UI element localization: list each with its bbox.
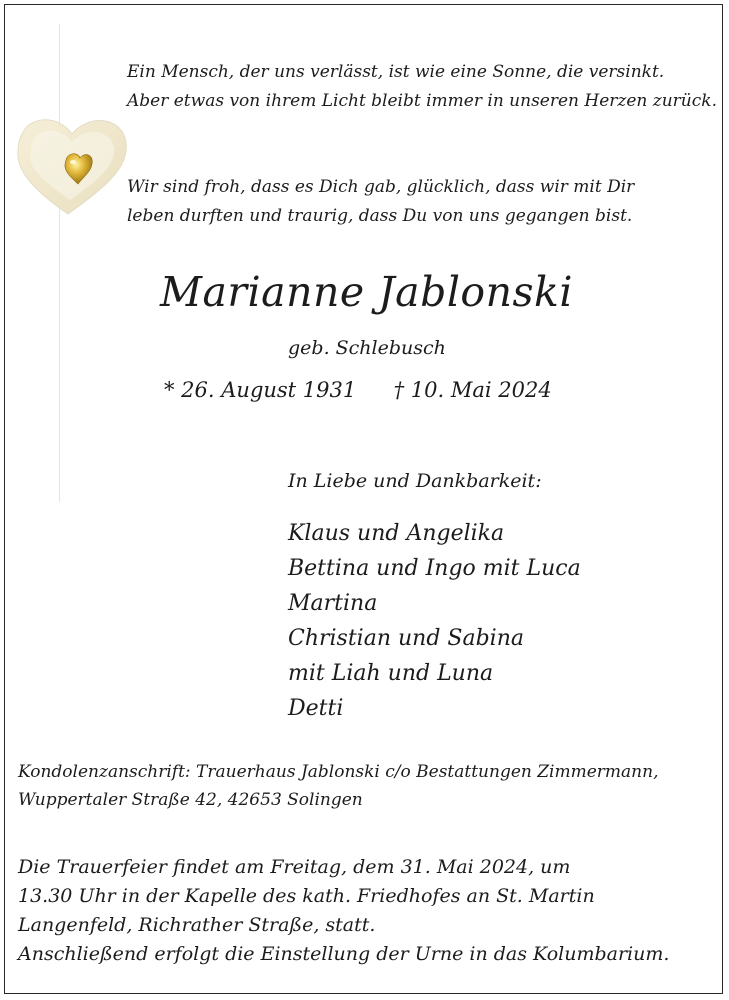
verse-line: Aber etwas von ihrem Licht bleibt immer in unseren Herzen zurück. xyxy=(127,91,717,111)
funeral-line: Die Trauerfeier findet am Freitag, dem 31. Mai 2024, um xyxy=(18,856,571,878)
mourner-entry: Detti xyxy=(288,696,344,721)
address-line: Wuppertaler Straße 42, 42653 Solingen xyxy=(18,790,363,810)
opening-verse xyxy=(127,58,717,116)
gratitude-heading: In Liebe und Dankbarkeit: xyxy=(288,470,542,492)
mourner-entry: Martina xyxy=(288,591,378,616)
decorative-divider xyxy=(59,24,60,502)
mourner-entry: Bettina und Ingo mit Luca xyxy=(288,556,581,581)
birth-date: * 26. August 1931 xyxy=(164,378,357,402)
mourner-entry: mit Liah und Luna xyxy=(288,661,494,686)
deceased-name: Marianne Jablonski xyxy=(160,268,574,316)
mourner-entry: Klaus und Angelika xyxy=(288,521,505,546)
mourners-list xyxy=(288,516,581,726)
maiden-name: geb. Schlebusch xyxy=(288,337,446,359)
second-verse xyxy=(127,173,634,231)
verse-line: Wir sind froh, dass es Dich gab, glücklich, dass wir mit Dir xyxy=(127,177,635,197)
funeral-info xyxy=(18,853,669,969)
condolence-address xyxy=(18,758,658,814)
address-line: Kondolenzanschrift: Trauerhaus Jablonski c/o Bestattungen Zimmermann, xyxy=(18,762,659,782)
funeral-line: Anschließend erfolgt die Einstellung der Urne in das Kolumbarium. xyxy=(18,943,670,965)
funeral-line: Langenfeld, Richrather Straße, statt. xyxy=(18,914,376,936)
funeral-line: 13.30 Uhr in der Kapelle des kath. Friedhofes an St. Martin xyxy=(18,885,595,907)
death-date: † 10. Mai 2024 xyxy=(393,378,552,402)
verse-line: leben durften und traurig, dass Du von uns gegangen bist. xyxy=(127,206,633,226)
mourner-entry: Christian und Sabina xyxy=(288,626,525,651)
gold-heart-icon xyxy=(12,112,134,218)
life-dates xyxy=(164,378,552,402)
verse-line: Ein Mensch, der uns verlässt, ist wie eine Sonne, die versinkt. xyxy=(127,62,665,82)
